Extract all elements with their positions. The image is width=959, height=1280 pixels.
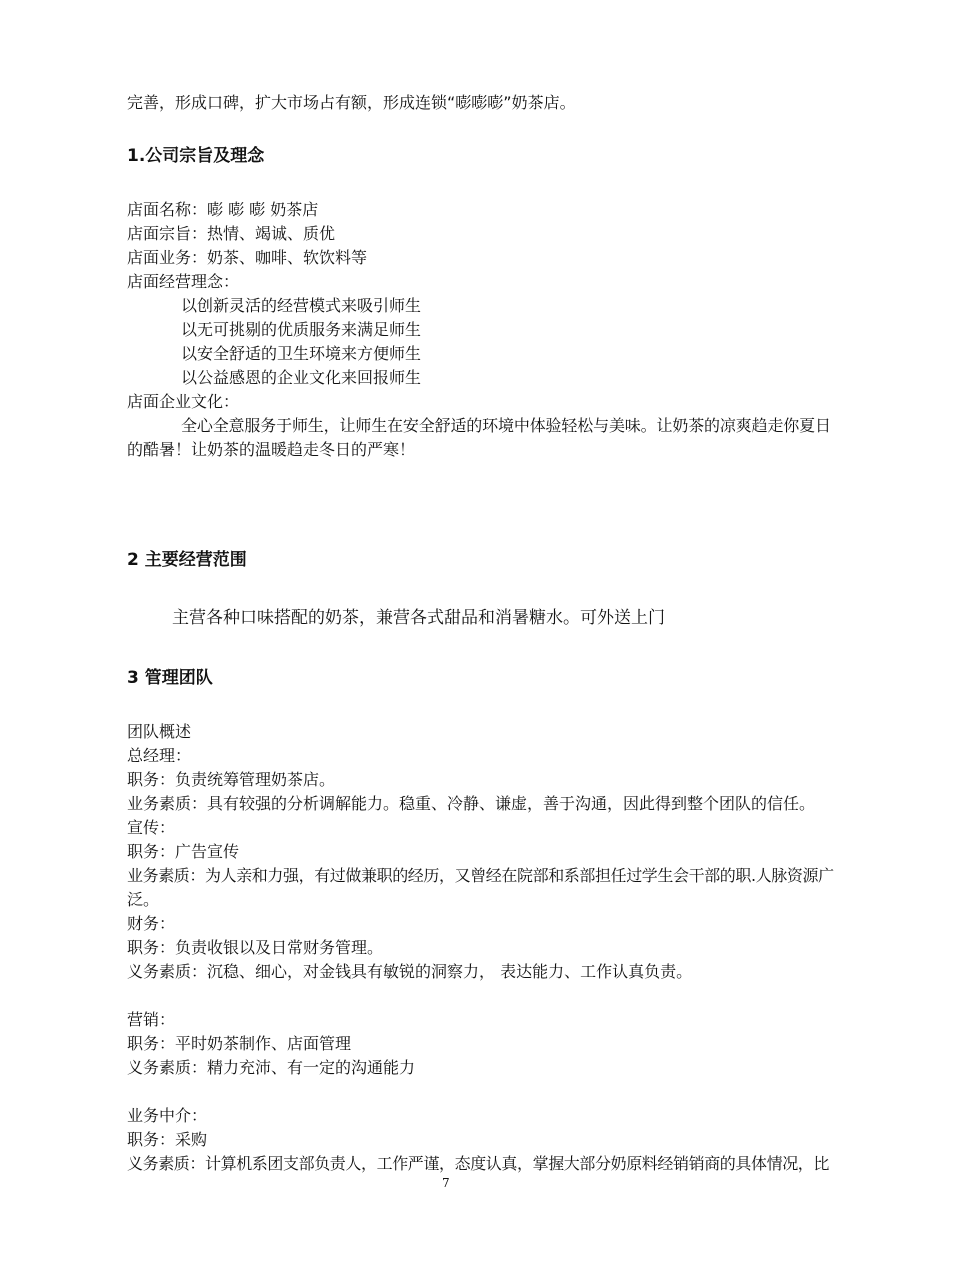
team-line: 泛。 xyxy=(127,890,160,909)
philosophy-item: 以公益感恩的企业文化来回报师生 xyxy=(181,368,422,387)
team-line: 财务： xyxy=(127,914,176,933)
team-line: 职务：采购 xyxy=(127,1130,208,1149)
section-1-heading: 1.公司宗旨及理念 xyxy=(127,146,265,166)
intro-line: 完善，形成口碑，扩大市场占有额，形成连锁“嘭嘭嘭”奶茶店。 xyxy=(127,93,576,112)
team-line: 总经理： xyxy=(127,746,192,765)
team-line: 营销： xyxy=(127,1010,176,1029)
team-line: 宣传： xyxy=(127,818,176,837)
team-line: 义务素质：精力充沛、有一定的沟通能力 xyxy=(127,1058,416,1077)
team-line: 义务素质：沉稳、细心，对金钱具有敏锐的洞察力， 表达能力、工作认真负责。 xyxy=(127,962,693,981)
team-line: 业务素质：具有较强的分析调解能力。稳重、冷静、谦虚，善于沟通，因此得到整个团队的信任。 xyxy=(127,794,816,813)
section-2-heading: 2 主要经营范围 xyxy=(127,550,247,570)
culture-label: 店面企业文化： xyxy=(127,392,240,411)
team-line: 义务素质：计算机系团支部负责人，工作严谨，态度认真，掌握大部分奶原料经销销商的具体情况，比 xyxy=(127,1154,830,1173)
section-3-heading: 3 管理团队 xyxy=(127,668,213,688)
store-purpose: 店面宗旨：热情、竭诚、质优 xyxy=(127,224,336,243)
team-line: 职务：负责统筹管理奶茶店。 xyxy=(127,770,336,789)
team-line: 职务：平时奶茶制作、店面管理 xyxy=(127,1034,352,1053)
philosophy-item: 以创新灵活的经营模式来吸引师生 xyxy=(181,296,422,315)
philosophy-item: 以无可挑剔的优质服务来满足师生 xyxy=(181,320,422,339)
culture-text: 全心全意服务于师生，让师生在安全舒适的环境中体验轻松与美味。让奶茶的凉爽趋走你夏日 xyxy=(181,416,831,435)
team-line: 职务：负责收银以及日常财务管理。 xyxy=(127,938,384,957)
team-line: 职务：广告宣传 xyxy=(127,842,240,861)
team-line: 业务素质：为人亲和力强，有过做兼职的经历，又曾经在院部和系部担任过学生会干部的职.人脉资源广 xyxy=(127,866,834,885)
team-line: 团队概述 xyxy=(127,722,192,741)
philosophy-label: 店面经营理念： xyxy=(127,272,240,291)
store-name: 店面名称：嘭 嘭 嘭 奶茶店 xyxy=(127,200,319,219)
culture-text-continued: 的酷暑！让奶茶的温暖趋走冬日的严寒！ xyxy=(127,440,416,459)
team-line: 业务中介： xyxy=(127,1106,208,1125)
business-scope: 主营各种口味搭配的奶茶，兼营各式甜品和消暑糖水。可外送上门 xyxy=(172,608,665,628)
philosophy-item: 以安全舒适的卫生环境来方便师生 xyxy=(181,344,422,363)
store-business: 店面业务：奶茶、咖啡、软饮料等 xyxy=(127,248,368,267)
page-number: 7 xyxy=(442,1176,450,1190)
